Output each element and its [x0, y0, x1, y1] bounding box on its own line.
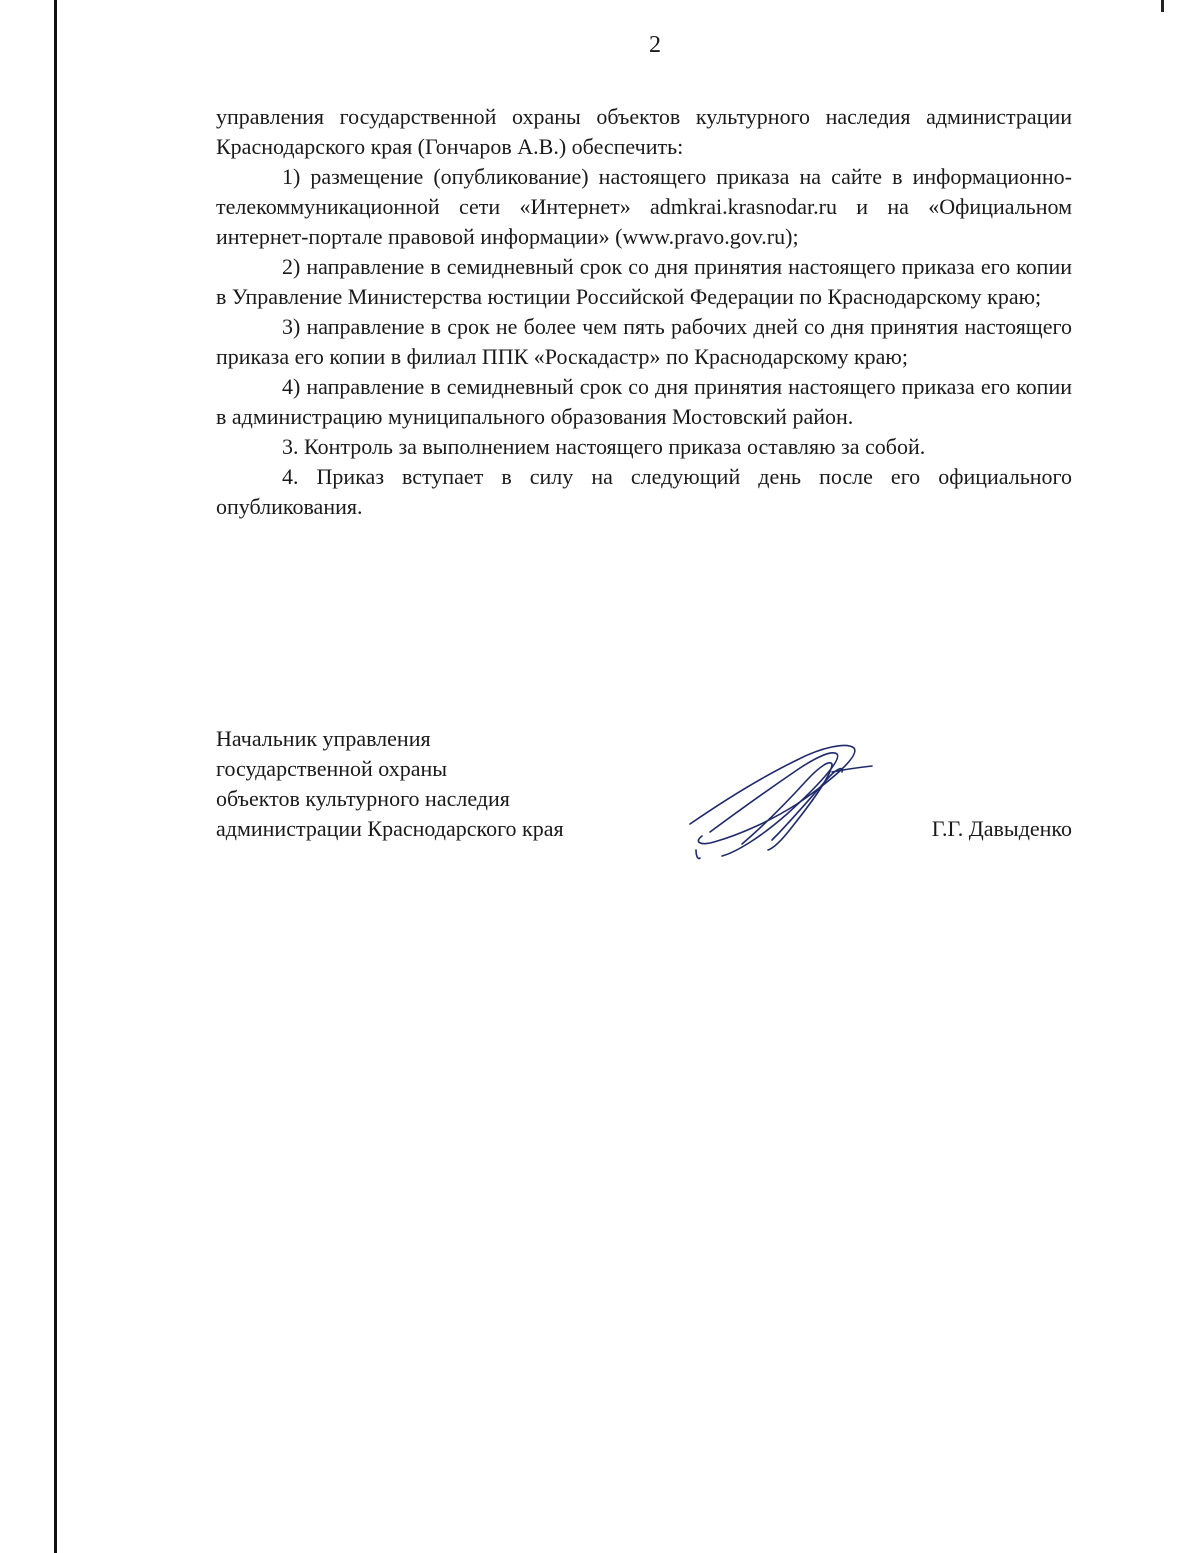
paragraph-4: 3) направление в срок не более чем пять рабочих дней со дня принятия настоящего приказа его копии в филиал ППК «Роскадастр» по Краснодарскому краю;: [216, 314, 1072, 369]
paragraph-7: 4. Приказ вступает в силу на следующий день после его официального опубликования.: [216, 464, 1072, 519]
signer-title: [216, 724, 564, 844]
paragraph-3: 2) направление в семидневный срок со дня принятия настоящего приказа его копии в Управление Министерства юстиции Российской Федерации по Краснодарскому краю;: [216, 254, 1072, 309]
signer-name: Г.Г. Давыденко: [931, 816, 1072, 841]
signature-stroke-6: [696, 850, 700, 859]
document-body: [216, 102, 1072, 522]
paragraph-1: управления государственной охраны объектов культурного наследия администрации Краснодарского края (Гончаров А.В.) обеспечить:: [216, 104, 1072, 159]
paragraph-5: 4) направление в семидневный срок со дня принятия настоящего приказа его копии в администрацию муниципального образования Мостовский район.: [216, 374, 1072, 429]
handwritten-signature: [682, 732, 882, 862]
signer-title-line-3: объектов культурного наследия: [216, 786, 510, 811]
signature-block: [216, 724, 1072, 864]
signer-title-line-2: государственной охраны: [216, 756, 448, 781]
signature-stroke-3: [742, 763, 832, 850]
paragraph-2: 1) размещение (опубликование) настоящего приказа на сайте в информационно-телекоммуникационной сети «Интернет» admkrai.krasnodar.ru и на «Официальном интернет-портале правовой информации» (www.pravo.gov.ru);: [216, 164, 1072, 249]
signer-title-line-4: администрации Краснодарского края: [216, 816, 564, 841]
scan-edge-left: [54, 0, 57, 1553]
paragraph-6: 3. Контроль за выполнением настоящего приказа оставляю за собой.: [282, 434, 926, 459]
page-number: 2: [649, 32, 661, 58]
signer-title-line-1: Начальник управления: [216, 726, 431, 751]
scan-edge-right: [1161, 0, 1164, 12]
